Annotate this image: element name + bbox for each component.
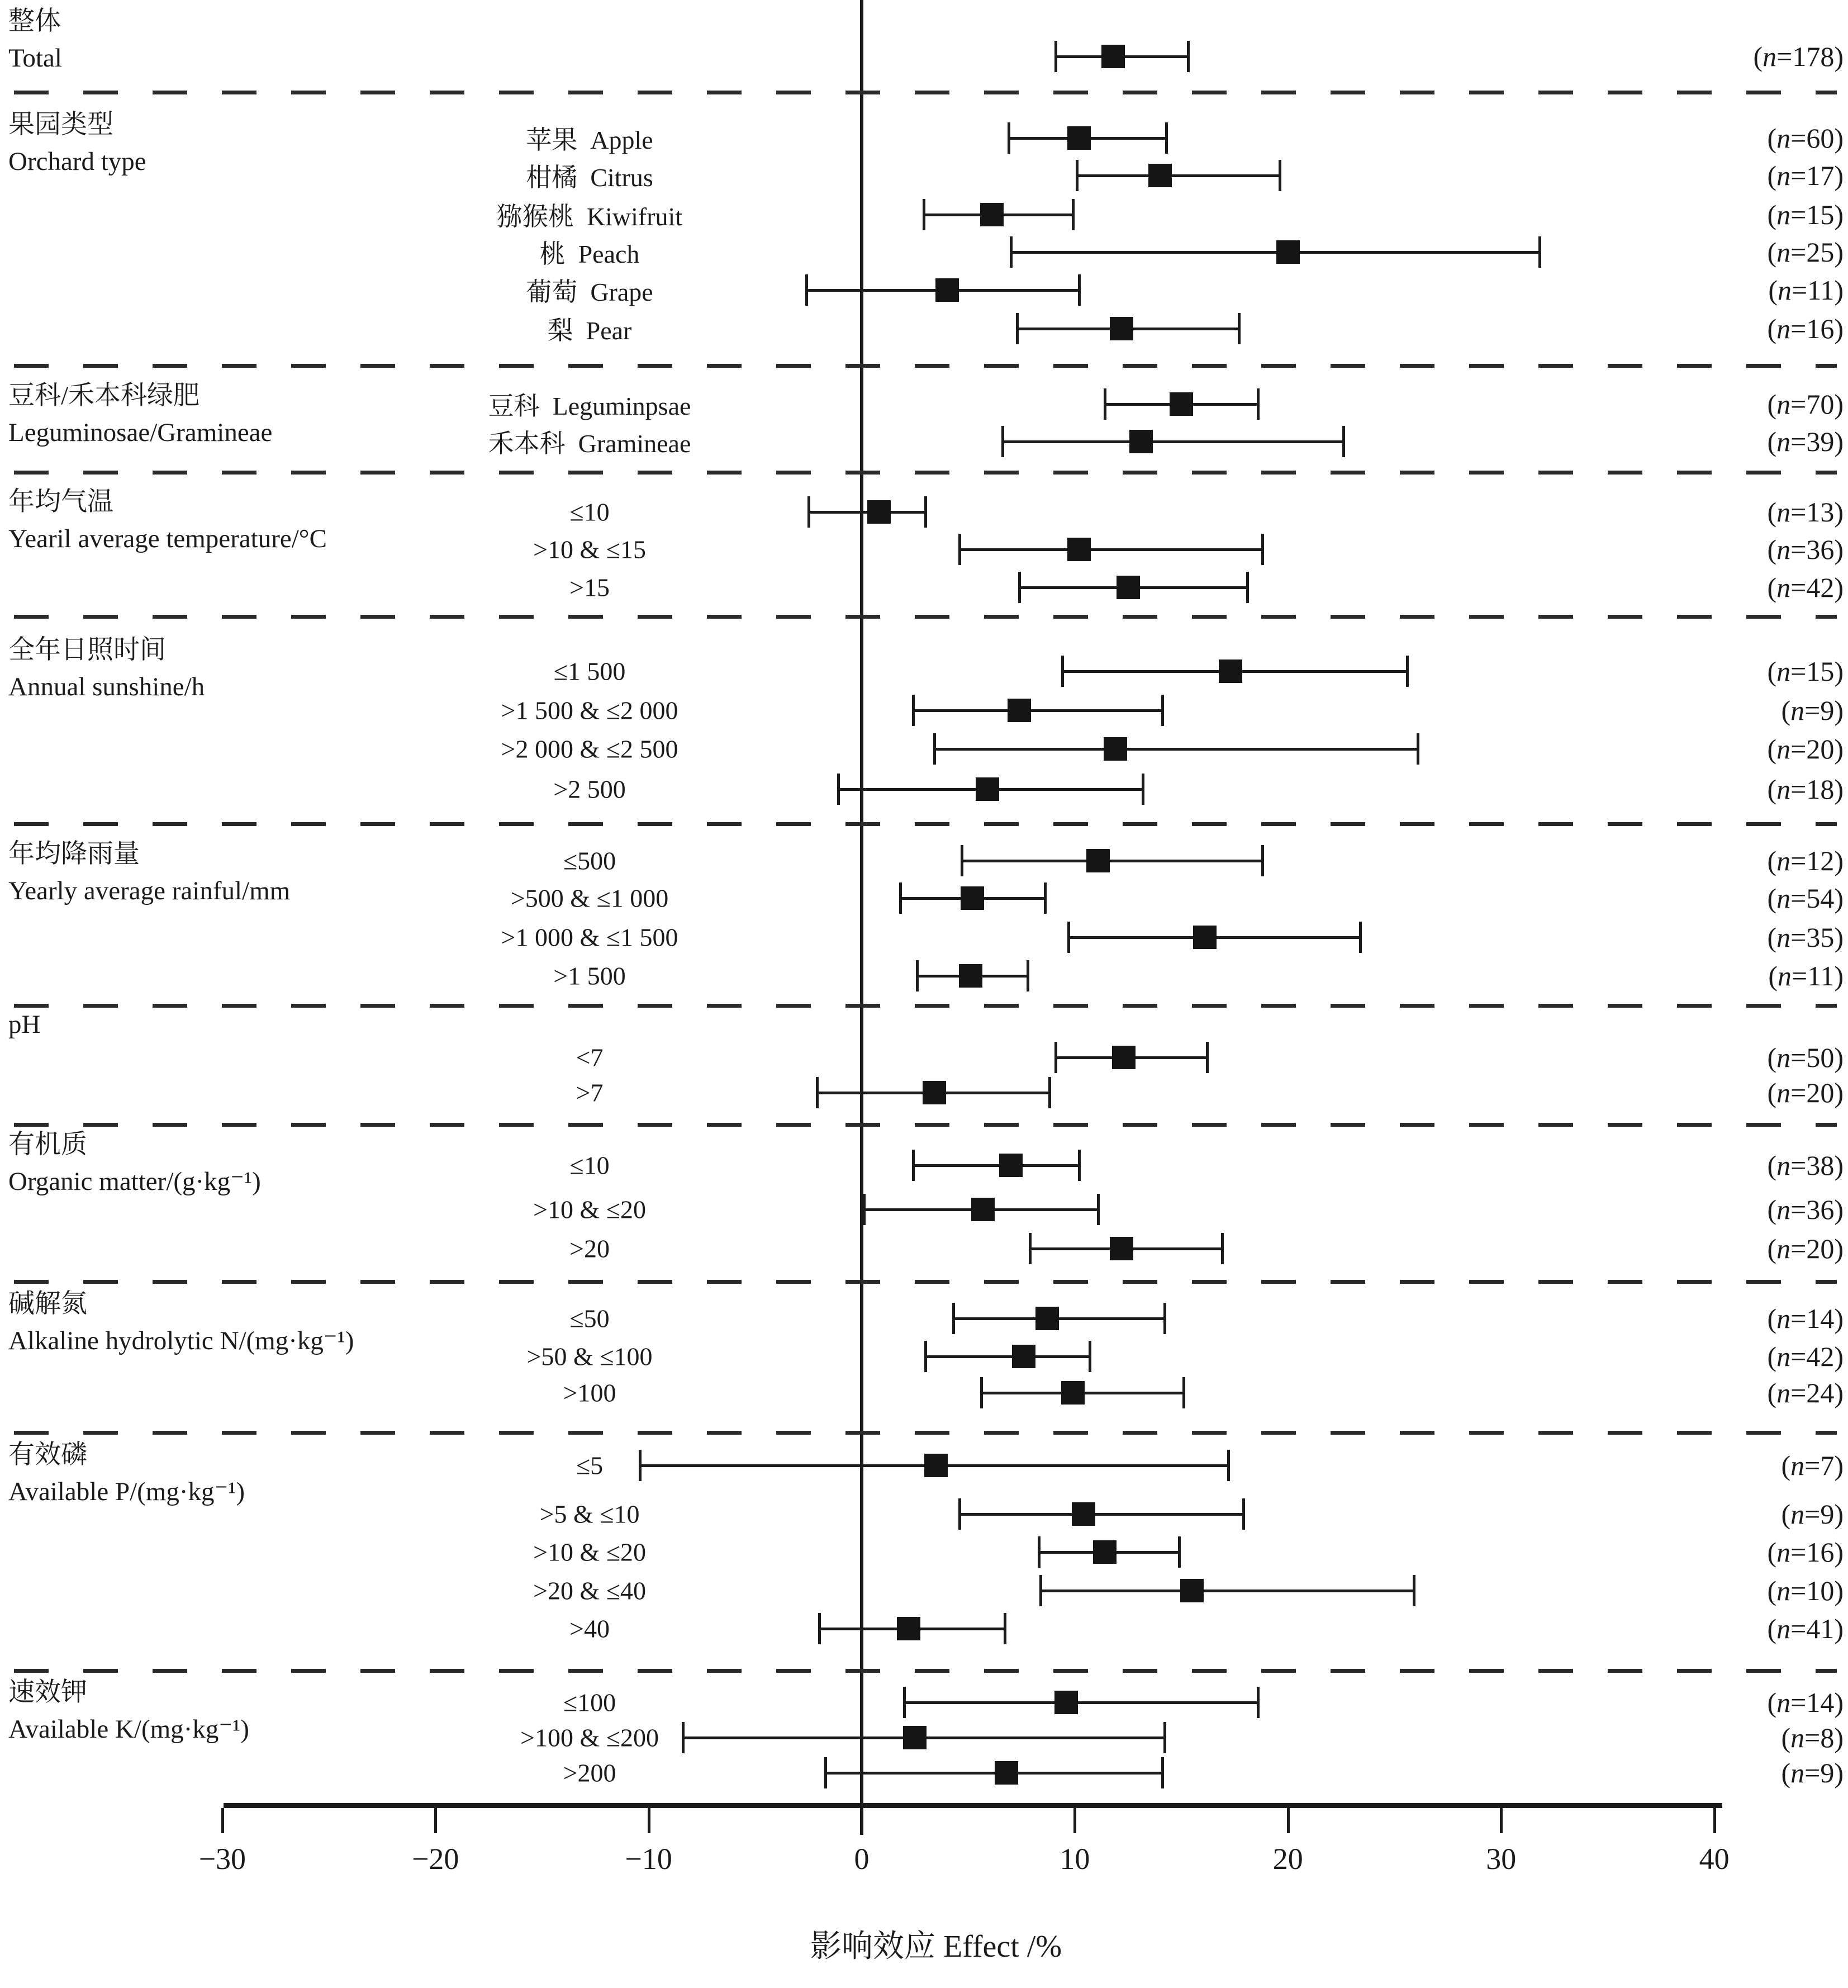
ci-cap-right (1027, 960, 1029, 991)
category-label: >100 (563, 1378, 616, 1407)
ci-cap-left (639, 1450, 642, 1481)
mean-marker (1112, 1046, 1136, 1069)
x-axis-tick (1713, 1808, 1716, 1833)
group-separator-line (14, 364, 1837, 368)
sample-size-label: (n=41) (1767, 1613, 1844, 1644)
sample-size-label: (n=24) (1767, 1377, 1844, 1408)
category-label: ≤1 500 (553, 657, 626, 686)
mean-marker (1148, 164, 1172, 187)
sample-size-label: (n=7) (1781, 1450, 1844, 1481)
mean-marker (1170, 392, 1193, 416)
ci-cap-right (1161, 695, 1164, 726)
sample-size-label: (n=25) (1767, 236, 1844, 268)
group-separator-line (14, 1280, 1837, 1284)
x-axis-tick-label: 10 (1060, 1842, 1090, 1876)
ci-cap-left (1104, 388, 1106, 420)
ci-cap-left (912, 695, 915, 726)
x-axis-tick-label: 20 (1272, 1842, 1303, 1876)
ci-cap-right (1538, 236, 1541, 268)
ci-line (962, 860, 1262, 862)
sample-size-label: (n=36) (1767, 534, 1844, 565)
ci-cap-right (1072, 199, 1075, 230)
ci-cap-right (1359, 922, 1362, 953)
sample-size-label: (n=38) (1767, 1150, 1844, 1181)
ci-cap-right (1342, 426, 1345, 457)
category-label: ≤500 (563, 846, 616, 875)
sample-size-label: (n=11) (1768, 274, 1844, 306)
ci-cap-right (1187, 41, 1190, 72)
category-label: >1 500 (553, 961, 626, 990)
ci-cap-left (824, 1757, 827, 1788)
sample-size-label: (n=39) (1767, 426, 1844, 457)
mean-marker (961, 886, 984, 910)
sample-size-label: (n=20) (1767, 1077, 1844, 1108)
sample-size-label: (n=10) (1767, 1575, 1844, 1606)
ci-cap-left (1039, 1575, 1042, 1606)
ci-cap-left (837, 774, 840, 805)
group-separator-line (14, 91, 1837, 94)
ci-line (925, 1355, 1090, 1358)
category-label: >100 & ≤200 (520, 1723, 659, 1752)
ci-cap-right (1078, 274, 1081, 306)
sample-size-label: (n=18) (1767, 774, 1844, 805)
mean-marker (903, 1726, 927, 1749)
mean-marker (1008, 699, 1031, 722)
ci-cap-left (682, 1722, 685, 1753)
mean-marker (1117, 576, 1140, 599)
ci-cap-left (933, 733, 936, 765)
category-label: >2 000 & ≤2 500 (501, 734, 678, 763)
ci-line (904, 1701, 1258, 1704)
group-label: 果园类型 Orchard type (8, 110, 146, 176)
mean-marker (1180, 1579, 1204, 1602)
group-separator-line (14, 1004, 1837, 1008)
sample-size-label: (n=8) (1781, 1722, 1844, 1753)
category-label: >10 & ≤20 (533, 1538, 646, 1567)
ci-cap-right (1178, 1536, 1181, 1568)
ci-line (959, 548, 1262, 551)
ci-cap-right (1413, 1575, 1415, 1606)
sample-size-label: (n=13) (1767, 496, 1844, 528)
ci-cap-right (1048, 1077, 1051, 1108)
mean-marker (999, 1154, 1023, 1177)
ci-line (934, 748, 1418, 751)
group-label: 豆科/禾本科绿肥 Leguminosae/Gramineae (8, 381, 273, 447)
mean-marker (1093, 1540, 1117, 1564)
ci-cap-left (818, 1613, 821, 1644)
sample-size-label: (n=15) (1767, 199, 1844, 230)
sample-size-label: (n=60) (1767, 122, 1844, 154)
ci-cap-left (1054, 41, 1057, 72)
mean-marker (1110, 317, 1133, 340)
group-separator-line (14, 1431, 1837, 1435)
sample-size-label: (n=178) (1753, 41, 1844, 72)
mean-marker (897, 1617, 920, 1640)
category-label: >5 & ≤10 (539, 1500, 640, 1529)
ci-cap-left (912, 1150, 915, 1181)
ci-cap-left (1008, 122, 1010, 154)
ci-cap-left (1029, 1233, 1032, 1264)
ci-cap-right (1246, 572, 1249, 603)
ci-cap-left (961, 845, 963, 876)
ci-cap-right (1142, 774, 1144, 805)
group-label: 全年日照时间 Annual sunshine/h (8, 635, 205, 701)
ci-cap-right (1406, 656, 1409, 687)
ci-cap-left (805, 274, 808, 306)
ci-line (959, 1513, 1243, 1516)
mean-marker (1219, 659, 1242, 683)
ci-cap-right (1163, 1722, 1166, 1753)
ci-cap-left (958, 1498, 961, 1530)
x-axis-tick (221, 1808, 224, 1833)
group-label: 有效磷 Available P/(mg·kg⁻¹) (8, 1440, 245, 1506)
sample-size-label: (n=15) (1767, 656, 1844, 687)
mean-marker (1067, 126, 1091, 150)
ci-line (1041, 1590, 1413, 1592)
x-axis-tick (861, 1808, 863, 1833)
ci-cap-right (1206, 1042, 1209, 1073)
ci-line (825, 1772, 1162, 1775)
mean-marker (1193, 926, 1217, 949)
ci-line (913, 1164, 1079, 1167)
ci-cap-left (1010, 236, 1013, 268)
mean-marker (935, 278, 959, 302)
ci-cap-left (1076, 160, 1079, 191)
ci-cap-left (899, 882, 902, 914)
ci-cap-left (952, 1303, 955, 1334)
x-axis-tick-label: 30 (1486, 1842, 1517, 1876)
ci-cap-right (1161, 1757, 1164, 1788)
mean-marker (1035, 1307, 1059, 1330)
sample-size-label: (n=70) (1767, 388, 1844, 420)
sample-size-label: (n=54) (1767, 882, 1844, 914)
mean-marker (980, 203, 1004, 226)
ci-cap-left (1038, 1536, 1041, 1568)
ci-cap-right (1182, 1377, 1185, 1408)
category-label: >15 (569, 573, 610, 602)
category-label: >2 500 (553, 775, 626, 804)
category-label: >20 (569, 1234, 610, 1263)
category-label: >20 & ≤40 (533, 1576, 646, 1605)
ci-cap-right (924, 496, 927, 528)
group-separator-line (14, 471, 1837, 475)
ci-line (1011, 251, 1540, 254)
x-axis-tick (1500, 1808, 1503, 1833)
category-label: 苹果 Apple (526, 126, 653, 154)
category-label: >50 & ≤100 (526, 1342, 653, 1371)
ci-cap-right (1221, 1233, 1224, 1264)
mean-marker (1072, 1502, 1095, 1526)
group-label: 速效钾 Available K/(mg·kg⁻¹) (8, 1678, 249, 1744)
sample-size-label: (n=9) (1781, 695, 1844, 726)
category-label: >1 500 & ≤2 000 (501, 696, 678, 725)
x-axis-tick (1287, 1808, 1290, 1833)
mean-marker (867, 500, 891, 524)
mean-marker (1067, 538, 1091, 561)
ci-cap-right (1044, 882, 1047, 914)
ci-cap-right (1417, 733, 1419, 765)
ci-cap-left (816, 1077, 819, 1108)
x-axis-tick-label: −30 (198, 1842, 246, 1876)
ci-cap-left (924, 1341, 927, 1372)
ci-cap-left (903, 1687, 906, 1718)
x-axis-title: 影响效应 Effect /% (810, 1929, 1062, 1964)
group-label: pH (8, 1010, 41, 1039)
group-separator-line (14, 1669, 1837, 1673)
ci-cap-right (1261, 534, 1264, 565)
category-label: ≤10 (569, 497, 610, 526)
x-axis-tick-label: −20 (411, 1842, 459, 1876)
mean-marker (1104, 737, 1127, 761)
ci-cap-right (1097, 1194, 1100, 1225)
mean-marker (1061, 1381, 1085, 1405)
group-separator-line (14, 822, 1837, 826)
sample-size-label: (n=17) (1767, 160, 1844, 191)
mean-marker (1101, 45, 1125, 68)
mean-marker (1054, 1691, 1078, 1714)
category-label: >1 000 & ≤1 500 (501, 923, 678, 952)
category-label: >10 & ≤15 (533, 535, 646, 564)
group-label: 年均降雨量 Yearly average rainful/mm (8, 839, 291, 905)
mean-marker (1086, 849, 1110, 872)
ci-cap-left (1067, 922, 1070, 953)
sample-size-label: (n=9) (1781, 1498, 1844, 1530)
x-axis-tick-label: 0 (854, 1842, 870, 1876)
group-label: 整体 Total (8, 7, 62, 73)
mean-marker (923, 1081, 946, 1104)
category-label: 柑橘 Citrus (526, 163, 653, 192)
ci-cap-right (1238, 313, 1241, 344)
x-axis-tick (434, 1808, 437, 1833)
x-axis-tick (1073, 1808, 1076, 1833)
sample-size-label: (n=14) (1767, 1303, 1844, 1334)
sample-size-label: (n=9) (1781, 1757, 1844, 1788)
category-label: >500 & ≤1 000 (510, 884, 669, 913)
category-label: 猕猴桃 Kiwifruit (496, 202, 683, 231)
category-label: ≤100 (563, 1688, 616, 1717)
ci-cap-right (1163, 1303, 1166, 1334)
category-label: ≤5 (576, 1451, 604, 1480)
ci-cap-right (1227, 1450, 1230, 1481)
ci-cap-right (1089, 1341, 1091, 1372)
sample-size-label: (n=16) (1767, 313, 1844, 344)
ci-cap-left (807, 496, 810, 528)
ci-cap-right (1279, 160, 1281, 191)
x-axis-line (224, 1803, 1722, 1808)
x-axis-tick (648, 1808, 650, 1833)
ci-cap-left (863, 1194, 866, 1225)
x-axis-tick-label: 40 (1699, 1842, 1730, 1876)
ci-line (1003, 440, 1343, 443)
mean-marker (1276, 240, 1300, 264)
mean-marker (976, 777, 999, 801)
sample-size-label: (n=20) (1767, 733, 1844, 765)
sample-size-label: (n=16) (1767, 1536, 1844, 1568)
category-label: 豆科 Leguminpsae (488, 392, 691, 420)
sample-size-label: (n=42) (1767, 572, 1844, 603)
category-label: <7 (576, 1043, 604, 1072)
category-label: 葡萄 Grape (526, 278, 653, 306)
mean-marker (1012, 1345, 1035, 1368)
ci-cap-left (1018, 572, 1021, 603)
mean-marker (971, 1198, 995, 1221)
ci-cap-left (923, 199, 925, 230)
category-label: 桃 Peach (539, 240, 640, 268)
category-label: >10 & ≤20 (533, 1195, 646, 1224)
x-axis-tick-label: −10 (625, 1842, 672, 1876)
ci-cap-right (1165, 122, 1168, 154)
ci-cap-left (980, 1377, 983, 1408)
category-label: >200 (563, 1758, 616, 1787)
ci-line (913, 709, 1162, 712)
category-label: >7 (576, 1078, 604, 1107)
group-label: 有机质 Organic matter/(g·kg⁻¹) (8, 1130, 261, 1196)
sample-size-label: (n=35) (1767, 922, 1844, 953)
sample-size-label: (n=11) (1768, 960, 1844, 991)
ci-cap-left (1061, 656, 1064, 687)
category-label: ≤10 (569, 1151, 610, 1180)
category-label: 梨 Pear (547, 316, 632, 345)
mean-marker (924, 1454, 948, 1477)
category-label: 禾本科 Gramineae (488, 429, 691, 458)
mean-marker (1129, 430, 1153, 453)
sample-size-label: (n=42) (1767, 1341, 1844, 1372)
ci-cap-left (1001, 426, 1004, 457)
ci-cap-right (1257, 1687, 1260, 1718)
sample-size-label: (n=14) (1767, 1687, 1844, 1718)
sample-size-label: (n=20) (1767, 1233, 1844, 1264)
sample-size-label: (n=50) (1767, 1042, 1844, 1073)
category-label: ≤50 (569, 1304, 610, 1333)
ci-cap-right (1078, 1150, 1081, 1181)
mean-marker (959, 964, 982, 988)
mean-marker (995, 1761, 1018, 1785)
group-separator-line (14, 615, 1837, 619)
group-separator-line (14, 1123, 1837, 1127)
ci-cap-left (1016, 313, 1019, 344)
ci-cap-left (1054, 1042, 1057, 1073)
sample-size-label: (n=36) (1767, 1194, 1844, 1225)
ci-cap-left (916, 960, 919, 991)
category-label: >40 (569, 1614, 610, 1643)
ci-line (1077, 174, 1279, 177)
mean-marker (1110, 1237, 1133, 1260)
ci-cap-right (1261, 845, 1264, 876)
ci-cap-left (958, 534, 961, 565)
ci-cap-right (1257, 388, 1260, 420)
group-label: 年均气温 Yearil average temperature/°C (8, 487, 327, 553)
ci-cap-right (1004, 1613, 1006, 1644)
sample-size-label: (n=12) (1767, 845, 1844, 876)
ci-cap-right (1242, 1498, 1245, 1530)
group-label: 碱解氮 Alkaline hydrolytic N/(mg·kg⁻¹) (8, 1289, 354, 1355)
